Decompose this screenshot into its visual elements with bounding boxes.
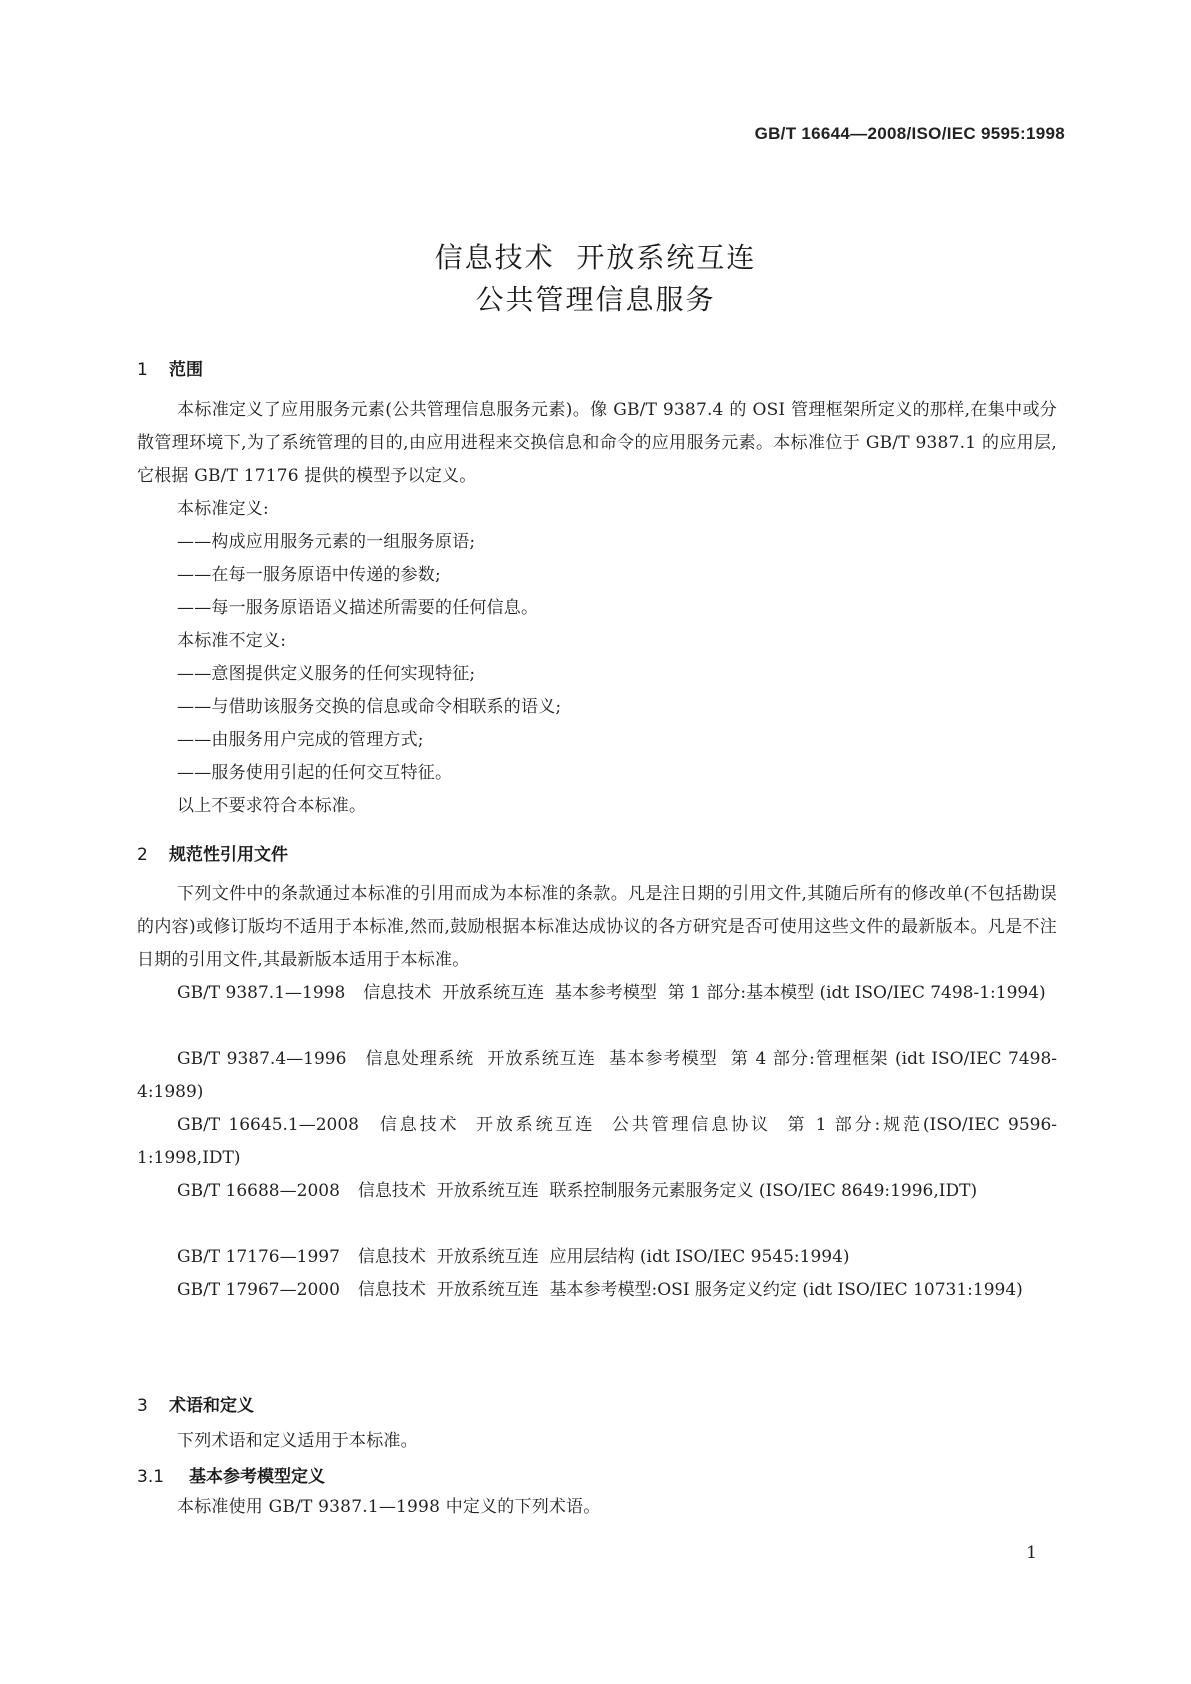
section-number: 1 bbox=[137, 360, 148, 380]
section-1-heading bbox=[137, 355, 203, 380]
not-defines-intro: 本标准不定义: bbox=[177, 631, 287, 651]
section-2-heading bbox=[137, 840, 288, 865]
normative-reference bbox=[137, 1175, 1057, 1208]
list-item: ——与借助该服务交换的信息或命令相联系的语义; bbox=[177, 697, 562, 717]
reference-code: GB/T 17967—2000 bbox=[177, 1280, 340, 1300]
section-title: 规范性引用文件 bbox=[169, 845, 288, 865]
subsection-title: 基本参考模型定义 bbox=[189, 1467, 325, 1487]
section-1-paragraph: 本标准定义了应用服务元素(公共管理信息服务元素)。像 GB/T 9387.4 的 OSI 管理框架所定义的那样,在集中或分散管理环境下,为了系统管理的目的,由应用进程来交换信息和命令的应用服务元素。本标准位于 GB/T 9387.1 的应用层,它根据 GB/T 17176 提供的模型予以定义。 bbox=[137, 400, 1057, 486]
list-item: ——服务使用引起的任何交互特征。 bbox=[177, 763, 453, 783]
normative-reference bbox=[137, 1274, 1057, 1307]
reference-note: (ISO/IEC 9596-1:1998,IDT) bbox=[137, 1115, 1058, 1168]
list-item: ——意图提供定义服务的任何实现特征; bbox=[177, 664, 476, 684]
section-1-closing: 以上不要求符合本标准。 bbox=[177, 796, 367, 816]
section-number: 2 bbox=[137, 845, 148, 865]
section-title: 范围 bbox=[169, 360, 203, 380]
list-item: ——构成应用服务元素的一组服务原语; bbox=[177, 532, 476, 552]
page-number: 1 bbox=[1026, 1543, 1037, 1563]
reference-code: GB/T 16645.1—2008 bbox=[177, 1115, 359, 1135]
reference-note: (idt ISO/IEC 7498-1:1994) bbox=[819, 983, 1046, 1003]
subsection-3-1-paragraph: 本标准使用 GB/T 9387.1—1998 中定义的下列术语。 bbox=[177, 1497, 601, 1517]
list-item: ——每一服务原语语义描述所需要的任何信息。 bbox=[177, 598, 539, 618]
normative-reference bbox=[137, 1109, 1057, 1175]
defines-intro: 本标准定义: bbox=[177, 499, 269, 519]
reference-code: GB/T 9387.4—1996 bbox=[177, 1049, 347, 1069]
section-number: 3 bbox=[137, 1396, 148, 1416]
reference-note: (idt ISO/IEC 7498-4:1989) bbox=[137, 1049, 1058, 1102]
normative-reference bbox=[137, 1043, 1057, 1109]
reference-title: 信息技术 开放系统互连 基本参考模型 第 1 部分:基本模型 bbox=[363, 983, 815, 1003]
normative-reference bbox=[137, 977, 1057, 1010]
section-2-paragraph: 下列文件中的条款通过本标准的引用而成为本标准的条款。凡是注日期的引用文件,其随后所有的修改单(不包括勘误的内容)或修订版均不适用于本标准,然而,鼓励根据本标准达成协议的各方研究是否可使用这些文件的最新版本。凡是不注日期的引用文件,其最新版本适用于本标准。 bbox=[137, 884, 1057, 970]
section-3-paragraph: 下列术语和定义适用于本标准。 bbox=[177, 1431, 418, 1451]
reference-note: (ISO/IEC 8649:1996,IDT) bbox=[758, 1181, 978, 1201]
section-title: 术语和定义 bbox=[169, 1396, 254, 1416]
reference-title: 信息技术 开放系统互连 应用层结构 bbox=[357, 1247, 635, 1267]
reference-note: (idt ISO/IEC 9545:1994) bbox=[639, 1247, 850, 1267]
reference-code: GB/T 17176—1997 bbox=[177, 1247, 340, 1267]
standard-code: GB/T 16644—2008/ISO/IEC 9595:1998 bbox=[754, 124, 1065, 143]
list-item: ——在每一服务原语中传递的参数; bbox=[177, 565, 441, 585]
subsection-number: 3.1 bbox=[137, 1467, 165, 1487]
document-title-line-1: 信息技术 开放系统互连 bbox=[434, 241, 757, 274]
document-title-line-2: 公共管理信息服务 bbox=[475, 283, 716, 316]
reference-code: GB/T 16688—2008 bbox=[177, 1181, 340, 1201]
reference-code: GB/T 9387.1—1998 bbox=[177, 983, 346, 1003]
reference-title: 信息处理系统 开放系统互连 基本参考模型 第 4 部分:管理框架 bbox=[364, 1049, 889, 1069]
section-3-heading bbox=[137, 1391, 254, 1416]
reference-title: 信息技术 开放系统互连 基本参考模型:OSI 服务定义约定 bbox=[357, 1280, 797, 1300]
reference-title: 信息技术 开放系统互连 联系控制服务元素服务定义 bbox=[357, 1181, 754, 1201]
reference-title: 信息技术 开放系统互连 公共管理信息协议 第 1 部分:规范 bbox=[377, 1115, 923, 1135]
normative-reference bbox=[137, 1241, 1057, 1274]
subsection-3-1-heading bbox=[137, 1462, 325, 1487]
reference-note: (idt ISO/IEC 10731:1994) bbox=[802, 1280, 1023, 1300]
list-item: ——由服务用户完成的管理方式; bbox=[177, 730, 424, 750]
